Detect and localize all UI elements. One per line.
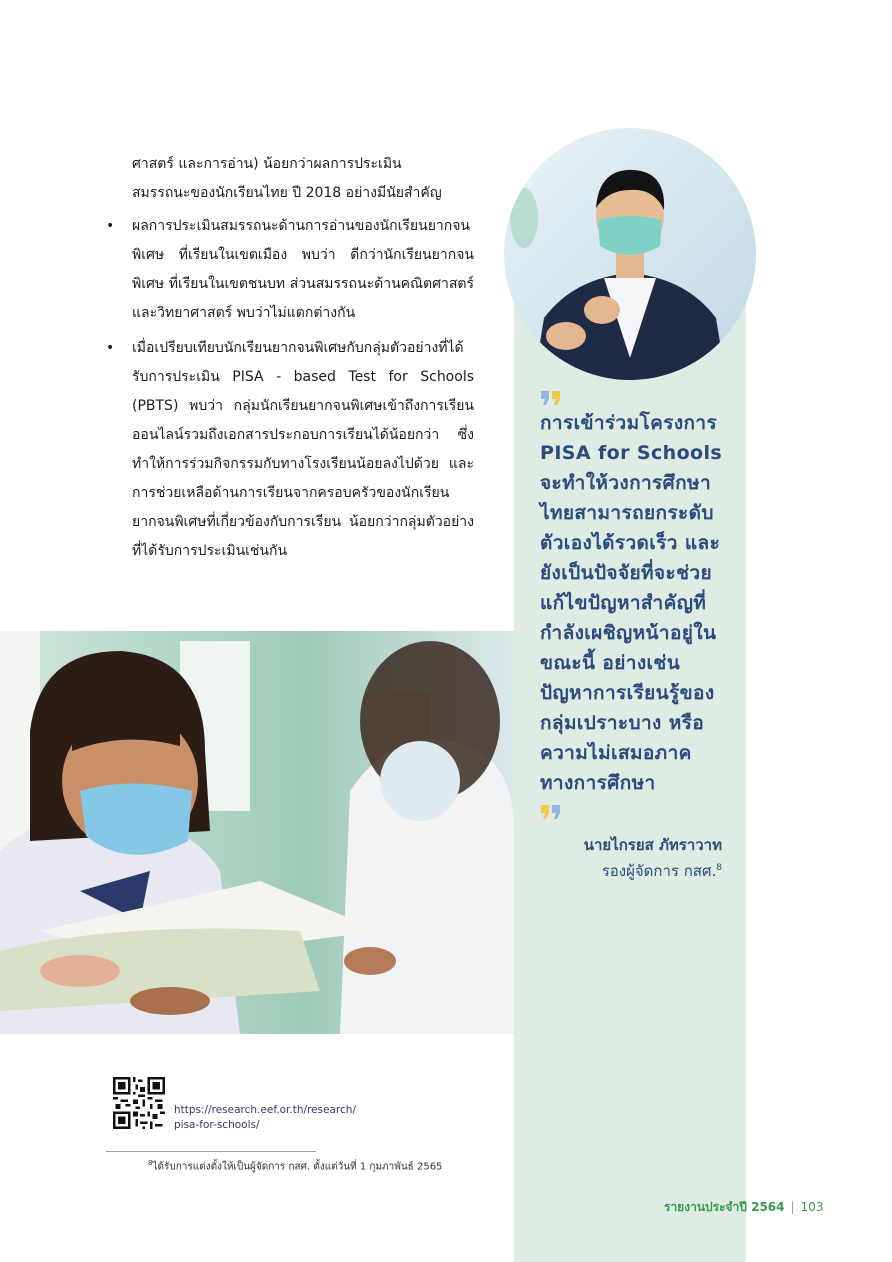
- body-text: [104, 150, 474, 572]
- bullet-marker: •: [106, 340, 115, 356]
- open-quote-icon: [540, 390, 562, 406]
- pull-quote: การเข้าร่วมโครงการ PISA for Schools จะทำให้วงการศึกษาไทยสามารถยกระดับตัวเองได้รวดเร็ว และยังเป็นปัจจัยที่จะช่วยแก้ไขปัญหาสำคัญที่กำลังเผชิญหน้าอยู่ในขณะนี้ อย่างเช่น ปัญหาการเรียนรู้ของกลุ่มเปราะบาง หรือ ความไม่เสมอภาคทางการศึกษา: [540, 412, 723, 794]
- speaker-name: นายไกรยส ภัทราวาท: [583, 836, 722, 854]
- url-line-2: pisa-for-schools/: [174, 1119, 260, 1131]
- qr-code-icon[interactable]: [113, 1077, 165, 1129]
- page-footer: [664, 1198, 823, 1217]
- list-item: [104, 212, 474, 328]
- classroom-photo: [0, 631, 514, 1034]
- footnote: [148, 1159, 442, 1174]
- bullet-text: เมื่อเปรียบเทียบนักเรียนยากจนพิเศษกับกลุ่มตัวอย่างที่ได้รับการประเมิน PISA - based Test for Schools (PBTS) พบว่า กลุ่มนักเรียนยากจนพิเศษเข้าถึงการเรียนออนไลน์รวมถึงเอกสารประกอบการเรียนได้น้อยกว่า ซึ่งทำให้การร่วมกิจกรรมกับทางโรงเรียนน้อยลงไปด้วย และการช่วยเหลือด้านการเรียนจากครอบครัวของนักเรียนยากจนพิเศษที่เกี่ยวข้องกับการเรียน น้อยกว่ากลุ่มตัวอย่างที่ได้รับการประเมินเช่นกัน: [132, 340, 474, 559]
- finding-list: [104, 212, 474, 566]
- list-item: [104, 334, 474, 566]
- speaker-portrait: [504, 128, 756, 380]
- page-number: 103: [800, 1200, 824, 1214]
- report-title: รายงานประจำปี 2564: [664, 1200, 785, 1214]
- quote-attribution: [540, 834, 722, 883]
- footnote-text: ได้รับการแต่งตั้งให้เป็นผู้จัดการ กสศ. ตั้งแต่วันที่ 1 กุมภาพันธ์ 2565: [152, 1161, 443, 1173]
- close-quote-icon: [540, 804, 562, 820]
- footnote-divider: [106, 1151, 316, 1152]
- intro-line-2: สมรรถนะของนักเรียนไทย ปี 2018 อย่างมีนัยสำคัญ: [132, 185, 442, 201]
- speaker-title-line: [540, 857, 722, 883]
- url-line-1: https://research.eef.or.th/research/: [174, 1104, 356, 1116]
- speaker-title: รองผู้จัดการ กสศ.: [601, 862, 717, 880]
- bullet-text: ผลการประเมินสมรรถนะด้านการอ่านของนักเรียนยากจนพิเศษ ที่เรียนในเขตเมือง พบว่า ดีกว่านักเรียนยากจนพิเศษ ที่เรียนในเขตชนบท ส่วนสมรรถนะด้านคณิตศาสตร์และวิทยาศาสตร์ พบว่าไม่แตกต่างกัน: [132, 218, 474, 321]
- footnote-ref: 8: [716, 863, 722, 873]
- research-link[interactable]: [174, 1103, 356, 1133]
- bullet-marker: •: [106, 218, 115, 234]
- intro-line-1: ศาสตร์ และการอ่าน) น้อยกว่าผลการประเมิน: [132, 156, 402, 172]
- footer-separator: |: [790, 1200, 795, 1214]
- footnote-mark: 8: [148, 1159, 153, 1167]
